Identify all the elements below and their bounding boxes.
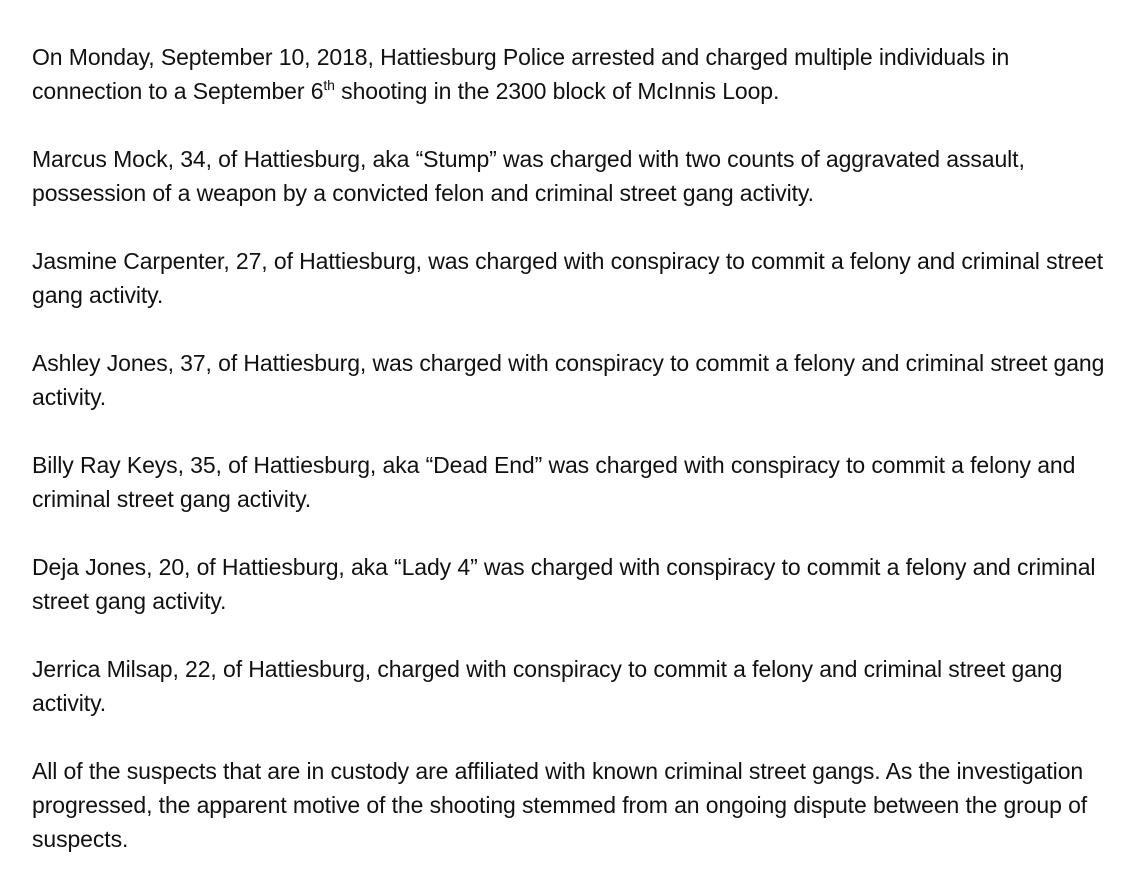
suspect-paragraph-jasmine-carpenter: Jasmine Carpenter, 27, of Hattiesburg, was charged with conspiracy to commit a felony and criminal street gang activity.	[32, 248, 1103, 308]
suspect-paragraph-ashley-jones: Ashley Jones, 37, of Hattiesburg, was charged with conspiracy to commit a felony and criminal street gang activity.	[32, 350, 1105, 410]
intro-text-end: shooting in the 2300 block of McInnis Loop.	[334, 78, 780, 104]
intro-paragraph	[32, 40, 1122, 108]
suspect-paragraph-billy-ray-keys: Billy Ray Keys, 35, of Hattiesburg, aka “Dead End” was charged with conspiracy to commit a felony and criminal street gang activity.	[32, 452, 1076, 512]
press-release-document	[32, 40, 1122, 856]
ordinal-suffix: th	[323, 77, 335, 93]
suspect-paragraph-marcus-mock: Marcus Mock, 34, of Hattiesburg, aka “Stump” was charged with two counts of aggravated assault, possession of a weapon by a convicted felon and criminal street gang activity.	[32, 146, 1025, 206]
closing-paragraph: All of the suspects that are in custody are affiliated with known criminal street gangs. As the investigation progressed, the apparent motive of the shooting stemmed from an ongoing dispute between the group of suspects.	[32, 758, 1088, 852]
intro-text-start: On Monday, September 10, 2018, Hattiesburg Police arrested and charged multiple individuals in connection to a September 6	[32, 44, 1010, 104]
suspect-paragraph-deja-jones: Deja Jones, 20, of Hattiesburg, aka “Lady 4” was charged with conspiracy to commit a felony and criminal street gang activity.	[32, 554, 1096, 614]
suspect-paragraph-jerrica-milsap: Jerrica Milsap, 22, of Hattiesburg, charged with conspiracy to commit a felony and criminal street gang activity.	[32, 656, 1063, 716]
